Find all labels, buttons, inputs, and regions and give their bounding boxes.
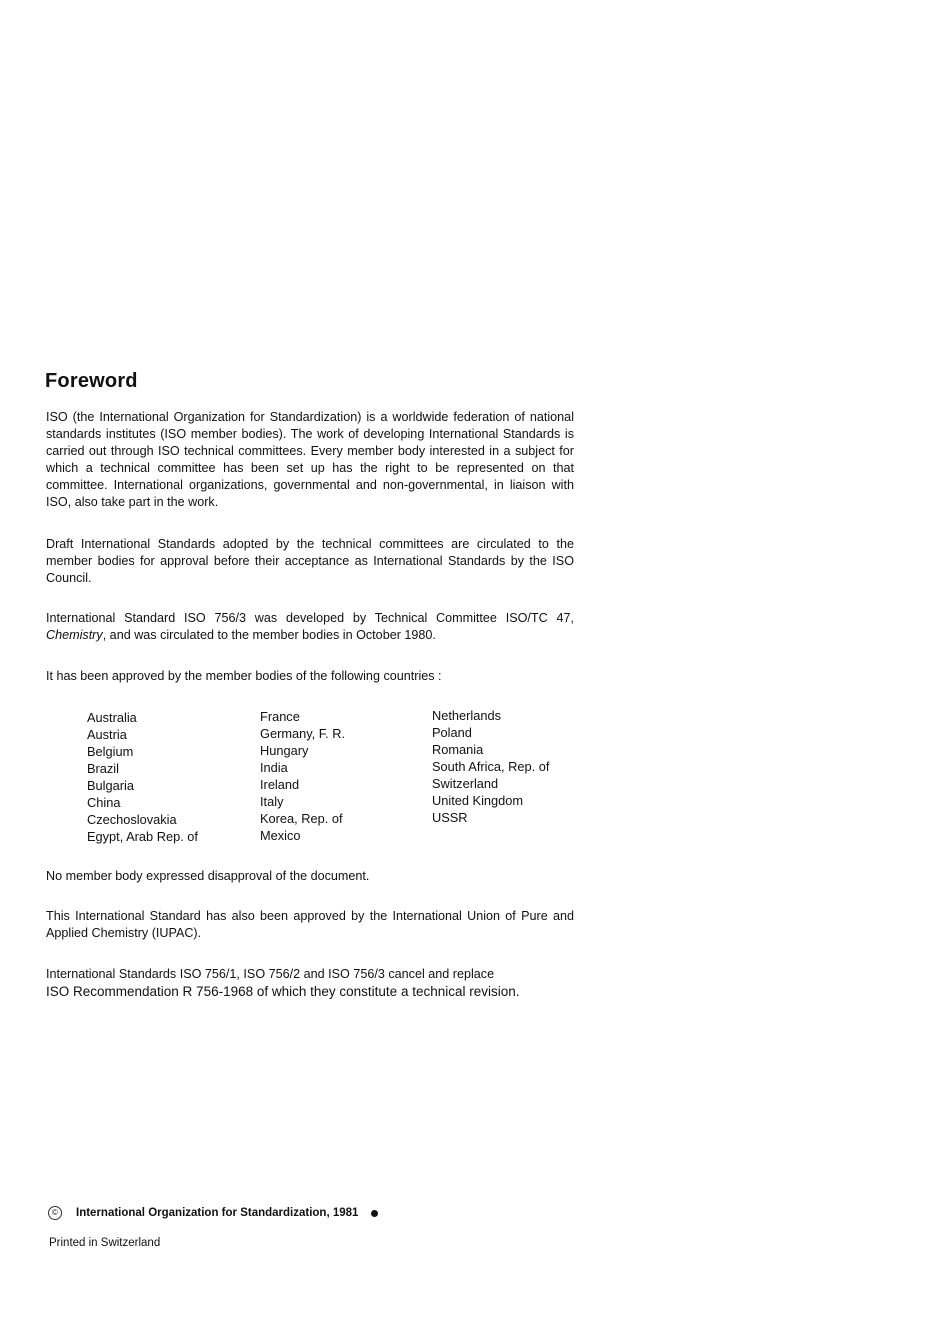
- country-item: Hungary: [260, 743, 309, 758]
- country-item: Czechoslovakia: [87, 812, 177, 827]
- country-item: Mexico: [260, 828, 301, 843]
- printed-location: Printed in Switzerland: [49, 1237, 161, 1249]
- page-title: Foreword: [45, 370, 138, 392]
- country-item: Australia: [87, 710, 137, 725]
- country-item: Ireland: [260, 777, 300, 792]
- country-item: Germany, F. R.: [260, 726, 346, 741]
- copyright-text: International Organization for Standardization, 1981: [76, 1207, 359, 1219]
- paragraph-development: [46, 610, 574, 644]
- country-column-3: [432, 707, 549, 826]
- country-item: Austria: [87, 727, 127, 742]
- paragraph-iupac: This International Standard has also been approved by the International Union of Pure and Applied Chemistry (IUPAC).: [46, 909, 574, 940]
- development-text-start: International Standard ISO 756/3 was developed by Technical Committee ISO/TC 47,: [46, 611, 574, 625]
- country-item: Poland: [432, 725, 472, 740]
- country-item: United Kingdom: [432, 793, 524, 808]
- country-item: USSR: [432, 810, 468, 825]
- paragraph-draft-standards: Draft International Standards adopted by the technical committees are circulated to the member bodies for approval before their acceptance as International Standards by the ISO Council.: [46, 537, 574, 585]
- country-item: South Africa, Rep. of: [432, 759, 550, 774]
- country-item: Belgium: [87, 744, 134, 759]
- country-column-1: [87, 709, 198, 845]
- country-item: China: [87, 795, 121, 810]
- copyright-icon: ©: [48, 1206, 62, 1220]
- country-item: Korea, Rep. of: [260, 811, 343, 826]
- country-item: India: [260, 760, 288, 775]
- paragraph-no-disapproval: No member body expressed disapproval of the document.: [46, 869, 370, 883]
- country-item: Italy: [260, 794, 284, 809]
- country-item: France: [260, 709, 300, 724]
- country-item: Switzerland: [432, 776, 499, 791]
- replacement-line-1: International Standards ISO 756/1, ISO 756/2 and ISO 756/3 cancel and replace: [46, 967, 495, 981]
- country-list: [87, 709, 587, 849]
- country-item: Netherlands: [432, 708, 502, 723]
- country-item: Romania: [432, 742, 484, 757]
- replacement-line-2: ISO Recommendation R 756-1968 of which they constitute a technical revision.: [46, 984, 520, 999]
- paragraph-iso-intro: ISO (the International Organization for Standardization) is a worldwide federation of national standards institutes (ISO member bodies). The work of developing International Standards is carried out through ISO technical committees. Every member body interested in a subject for which a technical committee has been set up has the right to be represented on that committee. International organizations, governmental and non-governmental, in liaison with ISO, also take part in the work.: [46, 410, 574, 509]
- copyright-notice: [48, 1206, 378, 1220]
- bullet-icon: [371, 1210, 378, 1217]
- country-item: Brazil: [87, 761, 119, 776]
- paragraph-approval: It has been approved by the member bodies of the following countries :: [46, 669, 442, 683]
- country-column-2: [260, 708, 345, 844]
- country-item: Egypt, Arab Rep. of: [87, 829, 198, 844]
- country-item: Bulgaria: [87, 778, 134, 793]
- paragraph-replacement: [46, 966, 574, 1001]
- committee-subject: Chemistry: [46, 628, 103, 642]
- development-text-end: , and was circulated to the member bodies in October 1980.: [102, 628, 436, 642]
